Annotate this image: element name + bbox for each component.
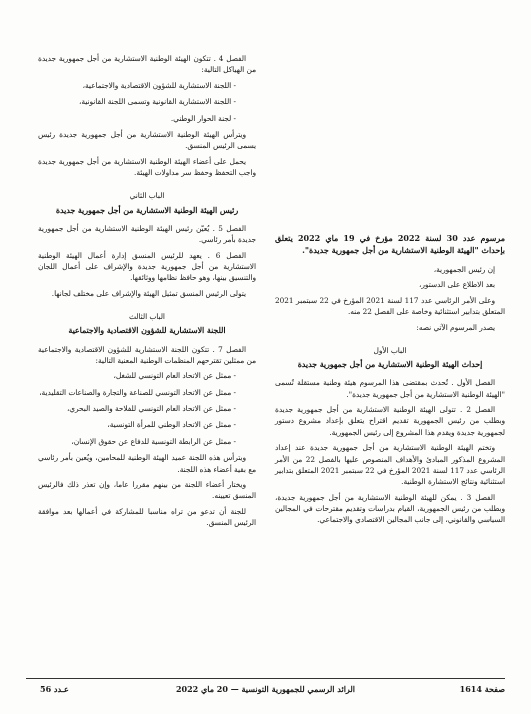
article-7-paragraph: ويختار أعضاء اللجنة من بينهم مقررا عاما، وإن تعذر ذلك فالرئيس المنسق تعيينه. xyxy=(38,479,256,501)
chapter-2-title: رئيس الهيئة الوطنية الاستشارية من أجل جمهورية جديدة xyxy=(55,205,239,215)
journal-title: الرائد الرسمي للجمهورية التونسية — 20 ماي 2022 xyxy=(175,684,356,694)
article-3: الفصل 3 . يمكن للهيئة الوطنية الاستشارية من أجل جمهورية جديدة، وبطلب من رئيس الجمهورية، القيام بدراسات وتقديم مقترحات في المجالين السياسي والقانوني، إلى جانب المجالين الاقتصادي والاجتماعي. xyxy=(275,492,505,525)
article-7-item: - ممثل عن الاتحاد العام التونسي للفلاحة والصيد البحري، xyxy=(66,404,236,414)
article-7-paragraph: للجنة أن تدعو من تراه مناسبا للمشاركة في أعمالها بعد موافقة الرئيس المنسق. xyxy=(38,506,256,528)
preamble-line: يصدر المرسوم الآتي نصه: xyxy=(416,322,495,332)
article-4: الفصل 4 . تتكون الهيئة الوطنية الاستشارية من أجل جمهورية جديدة من الهياكل التالية: xyxy=(38,54,256,75)
article-4-paragraph: ويترأس الهيئة الوطنية الاستشارية من أجل جمهورية جديدة رئيس يسمى الرئيس المنسق. xyxy=(38,129,256,151)
preamble-line: إن رئيس الجمهورية، xyxy=(433,265,495,274)
chapter-3-title: اللجنة الاستشارية للشؤون الاقتصادية والاجتماعية xyxy=(68,326,226,336)
preamble-line: وعلى الأمر الرئاسي عدد 117 لسنة 2021 المؤرخ في 22 سبتمبر 2021 المتعلق بتدابير استثنائية وخاصة على الفصل 22 منه. xyxy=(275,295,505,317)
article-7-item: - ممثل عن الرابطة التونسية للدفاع عن حقوق الإنسان، xyxy=(71,436,236,446)
article-7: الفصل 7 . تتكون اللجنة الاستشارية للشؤون الاقتصادية والاجتماعية من ممثلين تقترحهم المنظمات الوطنية المعنية التالية: xyxy=(38,344,256,365)
issue-number: عـدد 56 xyxy=(40,684,69,694)
article-5: الفصل 5 . يُعيّن رئيس الهيئة الوطنية الاستشارية من أجل جمهورية جديدة بأمر رئاسي. xyxy=(38,223,256,245)
chapter-2-label: الباب الثاني xyxy=(129,191,165,201)
chapter-3-label: الباب الثالث xyxy=(129,312,165,322)
decree-title: مرسوم عدد 30 لسنة 2022 مؤرخ في 19 ماي 2022 يتعلق بإحداث "الهيئة الوطنية الاستشارية من أجل جمهورية جديدة". xyxy=(275,233,506,255)
article-1: الفصل الأول . تُحدث بمقتضى هذا المرسوم هيئة وطنية مستقلة تُسمى "الهيئة الوطنية الاستشارية من أجل جمهورية جديدة". xyxy=(275,378,505,399)
page-number: صفحة 1614 xyxy=(459,684,505,694)
article-4-item: - اللجنة الاستشارية القانونية وتسمى اللجنة القانونية، xyxy=(78,97,236,107)
article-4-item: - اللجنة الاستشارية للشؤون الاقتصادية والاجتماعية، xyxy=(82,80,236,90)
article-7-item: - ممثل عن الاتحاد العام التونسي للشغل، xyxy=(113,371,236,381)
right-column xyxy=(275,232,505,530)
page-footer xyxy=(26,684,505,700)
chapter-1-title: إحداث الهيئة الوطنية الاستشارية من أجل جمهورية جديدة xyxy=(297,360,483,370)
article-4-item: - لجنة الحوار الوطني. xyxy=(170,113,236,123)
article-7-item: - ممثل عن الاتحاد الوطني للمرأة التونسية، xyxy=(107,420,236,430)
footer-divider xyxy=(26,678,505,679)
preamble-line: بعد الاطلاع على الدستور، xyxy=(419,280,495,290)
article-7-paragraph: ويترأس هذه اللجنة عميد الهيئة الوطنية للمحامين، ويُعين بأمر رئاسي مع بقية أعضاء هذه اللجنة. xyxy=(38,453,256,474)
left-column xyxy=(38,53,256,532)
article-2: الفصل 2 . تتولى الهيئة الوطنية الاستشارية من أجل جمهورية جديدة وبطلب من رئيس الجمهورية تقديم اقتراح يتعلق بإعداد مشروع دستور لجمهورية جديدة ويقدم هذا المشروع إلى رئيس الجمهورية. xyxy=(275,405,505,437)
chapter-1-label: الباب الأول xyxy=(373,345,407,355)
article-2-paragraph: وتختم الهيئة الوطنية الاستشارية من أجل جمهورية جديدة عند إعداد المشروع المذكور المبادئ والأهداف المنصوص عليها بالفصل 22 من الأمر الرئاسي عدد 117 لسنة 2021 المؤرخ في 22 سبتمبر 2021 المتعلق بتدابير استثنائية ونتائج الاستشارة الوطنية. xyxy=(275,443,505,487)
article-7-item: - ممثل عن الاتحاد التونسي للصناعة والتجارة والصناعات التقليدية، xyxy=(39,387,236,397)
article-6: الفصل 6 . يعهد للرئيس المنسق إدارة أعمال الهيئة الوطنية الاستشارية من أجل جمهورية جديدة والإشراف على أعمال اللجان والتنسيق بينها، وهو حافظ نظامها ووثائقها. xyxy=(38,250,256,283)
article-6-paragraph: يتولى الرئيس المنسق تمثيل الهيئة والإشراف على مختلف لجانها. xyxy=(51,288,246,298)
article-4-paragraph: يحمل على أعضاء الهيئة الوطنية الاستشارية من أجل جمهورية جديدة واجب التحفظ وحفظ سر مداولات الهيئة. xyxy=(38,156,256,177)
